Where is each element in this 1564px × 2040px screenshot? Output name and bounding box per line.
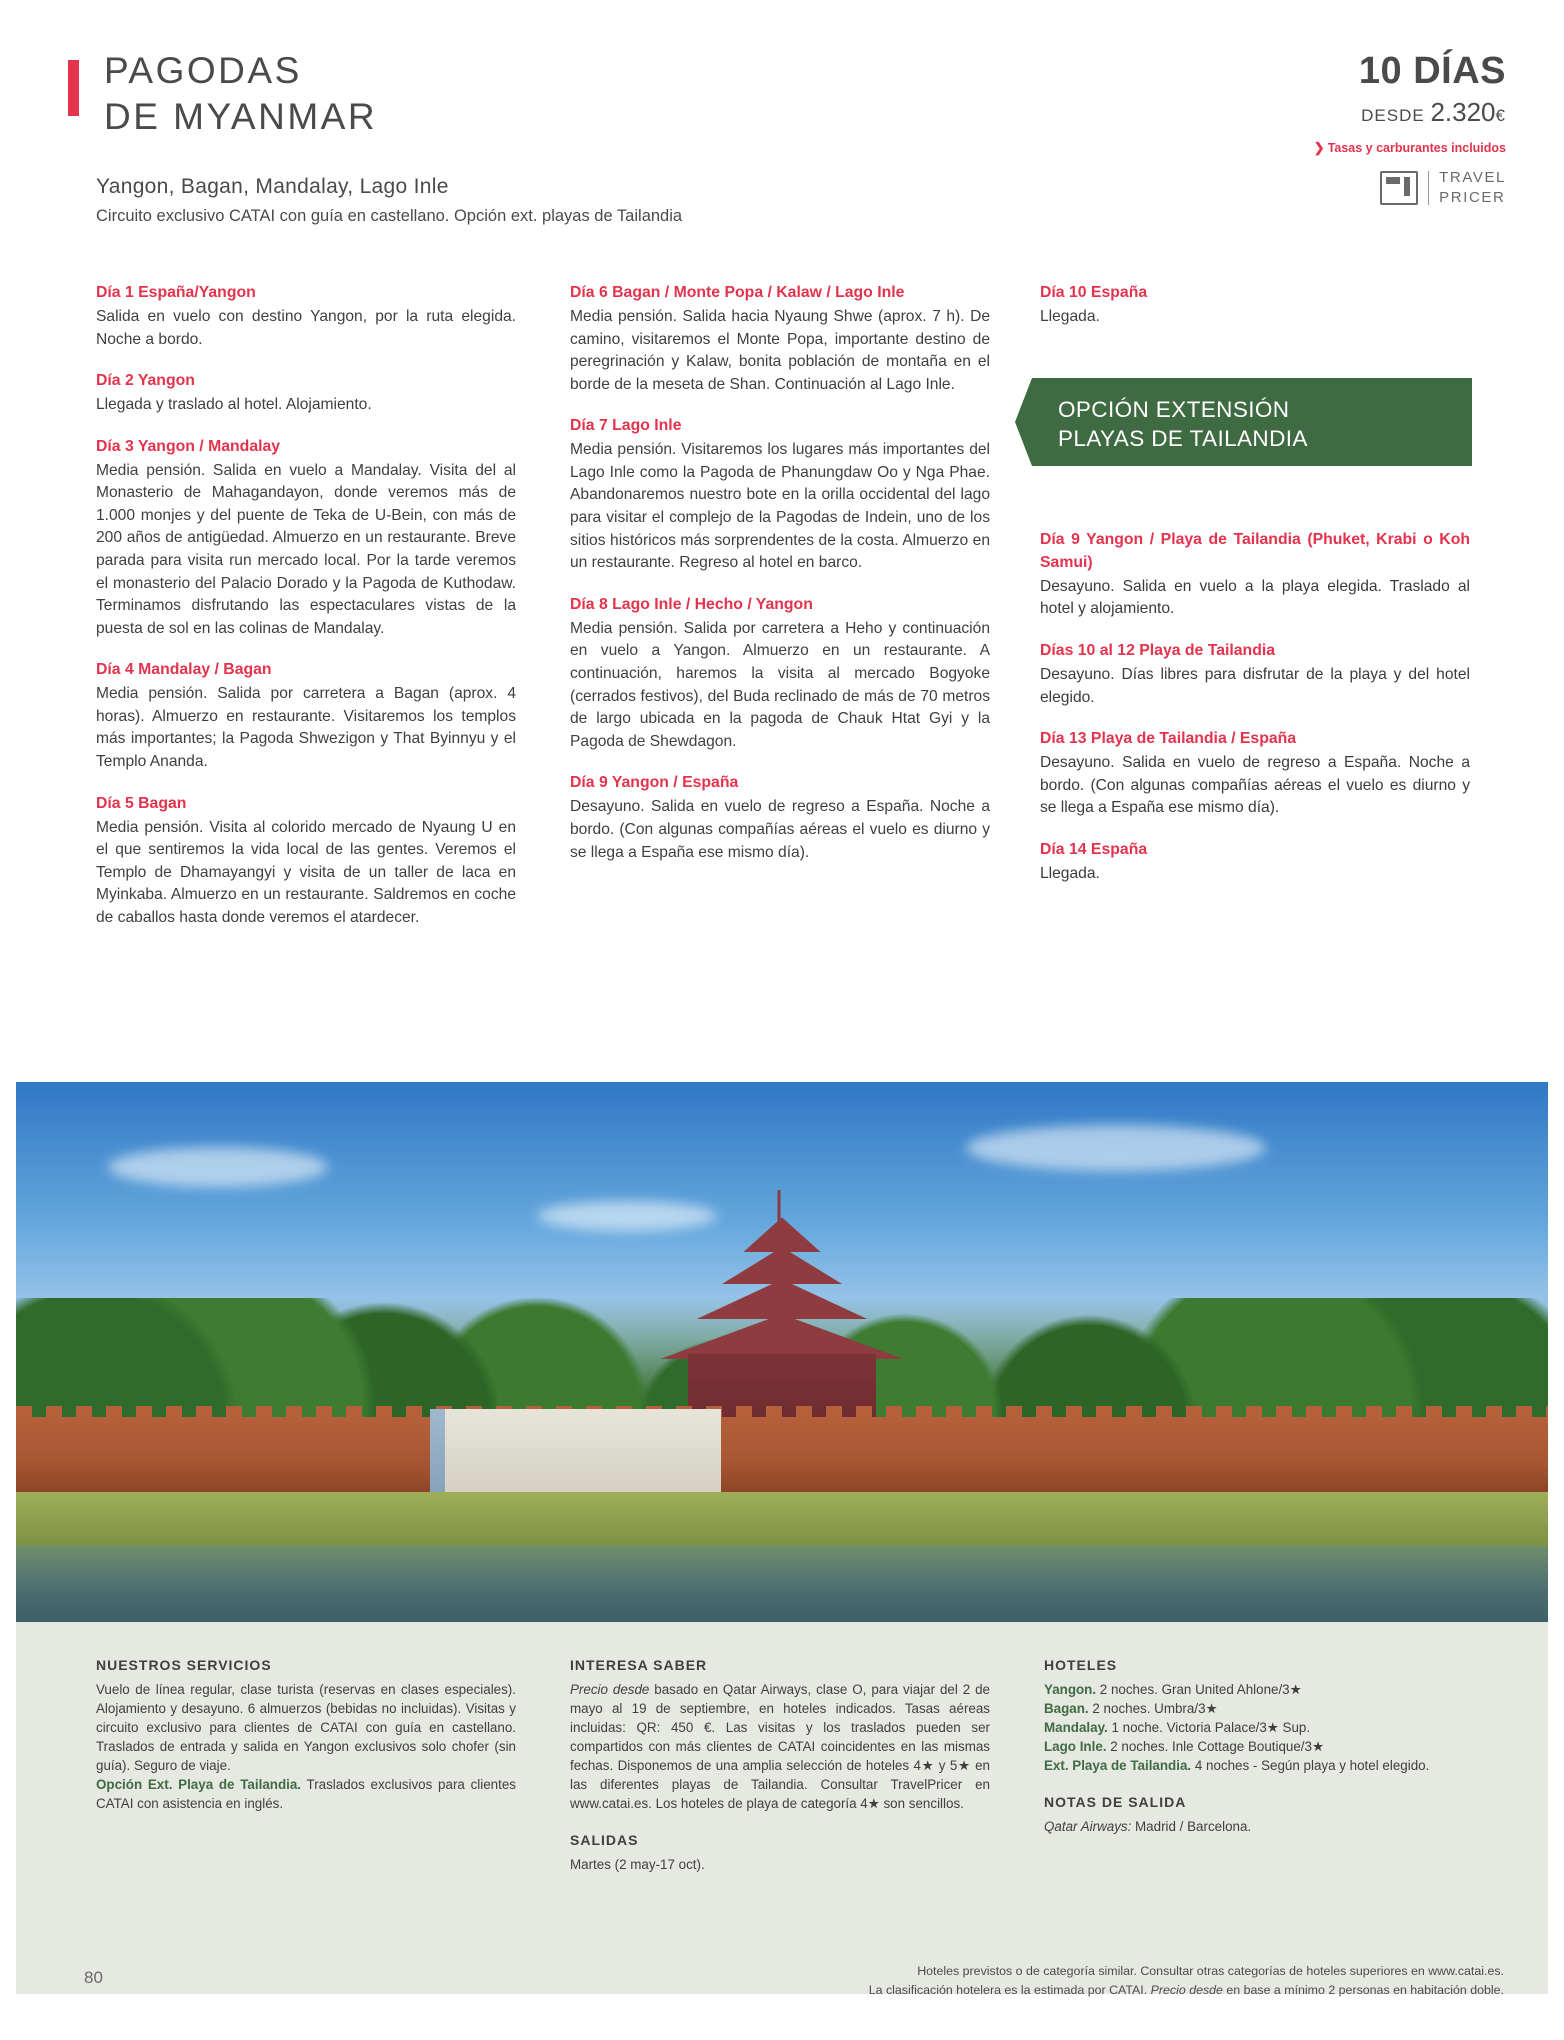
services-body: Vuelo de línea regular, clase turista (reservas en clases especiales). Alojamiento y desayuno. 6 almuerzos (bebidas no incluidas). Visitas y circuito exclusivo para clientes de CATAI con guía en castellano. Traslados de entrada y salida en Yangon exclusivos solo chofer (sin guía). Seguro de viaje. bbox=[96, 1681, 516, 1773]
price-amount: 2.320 bbox=[1430, 97, 1496, 127]
itinerary-column-1 bbox=[96, 282, 516, 930]
salidas-block bbox=[570, 1831, 990, 1874]
hotel-city: Bagan. bbox=[1044, 1700, 1089, 1716]
day-title: Día 9 Yangon / Playa de Tailandia (Phuket, Krabi o Koh Samui) bbox=[1040, 531, 1470, 571]
hotel-city: Mandalay. bbox=[1044, 1719, 1108, 1735]
itinerary-column-3 bbox=[1040, 282, 1470, 329]
extension-banner-line-1: OPCIÓN EXTENSIÓN bbox=[1058, 397, 1290, 422]
day-text: Desayuno. Salida en vuelo de regreso a España. Noche a bordo. (Con algunas compañías aéreas el vuelo es diurno y se llega a España ese mismo día). bbox=[570, 798, 990, 861]
notas-salida-text bbox=[1044, 1817, 1474, 1836]
accent-bar bbox=[68, 60, 79, 116]
day-text: Media pensión. Salida por carretera a Bagan (aprox. 4 horas). Almuerzo en restaurante. Visitaremos los templos más importantes; la Pagoda Shwezigon y That Byinnyu y el Templo Ananda. bbox=[96, 685, 516, 771]
pagoda-spire bbox=[778, 1190, 781, 1222]
legal-line-1: Hoteles previstos o de categoría similar. Consultar otras categorías de hoteles superiores en www.catai.es. bbox=[917, 1964, 1504, 1978]
interesa-saber-column bbox=[570, 1656, 990, 1874]
hotel-detail: 1 noche. Victoria Palace/3★ Sup. bbox=[1107, 1719, 1311, 1735]
services-text bbox=[96, 1680, 516, 1775]
airline-cities: Madrid / Barcelona. bbox=[1131, 1818, 1252, 1834]
day-title: Día 1 España/Yangon bbox=[96, 284, 256, 301]
price-from bbox=[1086, 97, 1506, 128]
hotel-detail: 4 noches - Según playa y hotel elegido. bbox=[1191, 1758, 1430, 1773]
interesa-saber-text bbox=[570, 1680, 990, 1813]
day-text: Media pensión. Visita al colorido mercado de Nyaung U en el que sentiremos la vida local de las gentes. Veremos el Templo de Dhamayangyi y visita de un taller de laca en Myinkaba. Almuerzo en un restaurante. Saldremos en coche de caballos hasta donde veremos el atardecer. bbox=[96, 818, 516, 927]
price-block bbox=[1086, 50, 1506, 207]
legal-line-2 bbox=[744, 1981, 1504, 2000]
hotel-detail: 2 noches. Umbra/3★ bbox=[1088, 1700, 1218, 1716]
extension-banner-text bbox=[1058, 395, 1308, 454]
destination-photo bbox=[16, 1082, 1548, 1622]
hotel-detail: 2 noches. Inle Cottage Boutique/3★ bbox=[1106, 1738, 1324, 1754]
day-title: Día 2 Yangon bbox=[96, 372, 195, 390]
travelpricer-line-2: PRICER bbox=[1439, 188, 1506, 206]
travelpricer-label bbox=[1439, 168, 1506, 207]
day-text: Desayuno. Salida en vuelo de regreso a España. Noche a bordo. (Con algunas compañías aéreas el vuelo es diurno y se llega a España ese mismo día). bbox=[1040, 754, 1470, 817]
route-subtitle: Yangon, Bagan, Mandalay, Lago Inle bbox=[96, 175, 449, 198]
legal-line-2b: Precio desde bbox=[1150, 1982, 1223, 1997]
day-title: Día 8 Lago Inle / Hecho / Yangon bbox=[570, 595, 813, 613]
day-title: Día 13 Playa de Tailandia / España bbox=[1040, 730, 1297, 748]
day-text: Desayuno. Días libres para disfrutar de la playa y del hotel elegido. bbox=[1040, 665, 1470, 706]
pagoda-roof bbox=[697, 1279, 868, 1319]
day-text: Llegada y traslado al hotel. Alojamiento. bbox=[96, 396, 372, 413]
day-title: Día 5 Bagan bbox=[96, 794, 187, 812]
photo-grass bbox=[16, 1492, 1548, 1546]
travelpricer-line-1: TRAVEL bbox=[1439, 169, 1506, 186]
hotel-item bbox=[1044, 1737, 1474, 1756]
itinerary-column-2 bbox=[570, 282, 990, 864]
travelpricer-badge bbox=[1086, 168, 1506, 207]
day-text: Media pensión. Salida en vuelo a Mandalay. Visita del al Monasterio de Mahagandayon, donde veremos más de 1.000 monjes y del puente de Teka de U-Bein, con más de 200 años de antigüedad. Almuerzo en un restaurante. Breve parada para visita run mercado local. Por la tarde veremos el monasterio del Palacio Dorado y la Pagoda de Kuthodaw. Terminamos disfrutando las espectaculares vistas de la puesta de sol en las colinas de Mandalay. bbox=[96, 461, 516, 637]
hotel-item bbox=[1044, 1699, 1474, 1718]
footer-info-block bbox=[16, 1622, 1548, 1994]
legal-line-2a: La clasificación hotelera es la estimada por CATAI. bbox=[868, 1982, 1151, 1997]
services-extension-label: Opción Ext. Playa de Tailandia. bbox=[96, 1777, 302, 1793]
taxes-text: Tasas y carburantes incluidos bbox=[1327, 141, 1506, 155]
photo-cloud bbox=[966, 1125, 1266, 1171]
legal-notice bbox=[744, 1962, 1504, 1999]
legal-line-2c: en base a mínimo 2 personas en habitación doble. bbox=[1222, 1982, 1504, 1997]
day-text: Desayuno. Salida en vuelo a la playa elegida. Traslado al hotel y alojamiento. bbox=[1040, 577, 1470, 618]
hotel-city: Yangon. bbox=[1044, 1681, 1097, 1697]
divider bbox=[1428, 171, 1429, 205]
page-header bbox=[0, 0, 1564, 250]
day-text: Media pensión. Salida por carretera a Heho y continuación en vuelo a Yangon. Almuerzo en un restaurante. A continuación, haremos la visita al mercado Bogyoke (cerrados festivos), del Buda reclinado de más de 70 metros de largo ubicada en la pagoda de Chauk Htat Gyi y la Pagoda de Shewdagon. bbox=[570, 619, 990, 750]
page-title bbox=[104, 48, 377, 141]
photo-moat bbox=[16, 1546, 1548, 1622]
photo-white-wall bbox=[445, 1409, 721, 1495]
taxes-note bbox=[1086, 140, 1506, 156]
price-currency: € bbox=[1495, 106, 1506, 125]
hotel-city: Ext. Playa de Tailandia. bbox=[1044, 1758, 1192, 1773]
hotel-item bbox=[1044, 1680, 1474, 1699]
pagoda-roof bbox=[721, 1247, 842, 1284]
hotel-item bbox=[1044, 1718, 1474, 1737]
day-text: Media pensión. Salida hacia Nyaung Shwe (aprox. 7 h). De camino, visitaremos el Monte Popa, importante destino de peregrinación y Kalaw, bonita población de montaña en el borde de la meseta de Shan. Continuación al Lago Inle. bbox=[570, 307, 990, 393]
title-line-1: PAGODAS bbox=[104, 50, 302, 91]
pagoda-roof bbox=[661, 1314, 904, 1359]
day-title: Días 10 al 12 Playa de Tailandia bbox=[1040, 642, 1276, 659]
photo-fortress-wall bbox=[16, 1417, 1548, 1493]
day-title: Día 9 Yangon / España bbox=[570, 774, 739, 792]
day-title: Día 6 Bagan / Monte Popa / Kalaw / Lago Inle bbox=[570, 284, 905, 301]
day-title: Día 7 Lago Inle bbox=[570, 417, 682, 435]
title-line-2: DE MYANMAR bbox=[104, 96, 378, 138]
day-title: Día 4 Mandalay / Bagan bbox=[96, 661, 272, 679]
pagoda-roof bbox=[743, 1217, 820, 1252]
duration-label: 10 DÍAS bbox=[1358, 50, 1506, 92]
photo-pagoda bbox=[644, 1190, 920, 1438]
banner-arrow bbox=[1015, 378, 1032, 466]
salidas-heading: SALIDAS bbox=[570, 1832, 639, 1849]
extension-banner-line-2: PLAYAS DE TAILANDIA bbox=[1058, 426, 1308, 452]
hotel-city: Lago Inle. bbox=[1044, 1738, 1107, 1754]
chevron-right-icon: ❯ bbox=[1313, 140, 1325, 155]
hotel-detail: 2 noches. Gran United Ahlone/3★ bbox=[1096, 1681, 1302, 1697]
services-column bbox=[96, 1656, 516, 1813]
day-title: Día 14 España bbox=[1040, 840, 1148, 858]
airline-name: Qatar Airways: bbox=[1044, 1818, 1132, 1834]
price-from-label: DESDE bbox=[1361, 106, 1425, 125]
day-title: Día 3 Yangon / Mandalay bbox=[96, 437, 281, 455]
day-text: Media pensión. Visitaremos los lugares más importantes del Lago Inle como la Pagoda de Phanungdaw Oo y Nga Phae. Abandonaremos nuestro bote en la orilla occidental del lago para visitar el complejo de la Pagodas de Indein, uno de los sitios históricos más sorprendentes de la costa. Almuerzo en un restaurante. Regreso al hotel en barco. bbox=[570, 441, 990, 572]
tour-description: Circuito exclusivo CATAI con guía en castellano. Opción ext. playas de Tailandia bbox=[96, 207, 683, 225]
extension-itinerary bbox=[1040, 510, 1470, 885]
precio-desde-italic: Precio desde bbox=[570, 1681, 650, 1697]
interesa-saber-body: basado en Qatar Airways, clase O, para viajar del 2 de mayo al 19 de septiembre, en hoteles indicados. Tasas aéreas incluidas: QR: 450 €. Las visitas y los traslados pueden ser compartidos con más clientes de CATAI coincidentes en las mismas fechas. Disponemos de una amplia selección de hoteles 4★ y 5★ en las diferentes playas de Tailandia. Consultar TravelPricer en www.catai.es. Los hoteles de playa de categoría 4★ son sencillos. bbox=[570, 1681, 990, 1812]
notas-salida-heading: NOTAS DE SALIDA bbox=[1044, 1794, 1187, 1811]
services-extension bbox=[96, 1775, 516, 1813]
notas-salida-block bbox=[1044, 1793, 1474, 1836]
photo-cloud bbox=[108, 1147, 328, 1187]
services-extension-text: Traslados exclusivos para clientes CATAI con asistencia en inglés. bbox=[96, 1777, 516, 1812]
hotel-item bbox=[1044, 1756, 1474, 1775]
page-number: 80 bbox=[84, 1968, 103, 1987]
interesa-saber-heading: INTERESA SABER bbox=[570, 1657, 708, 1673]
hoteles-heading: HOTELES bbox=[1044, 1657, 1118, 1673]
salidas-text: Martes (2 may-17 oct). bbox=[570, 1856, 705, 1872]
extension-banner bbox=[1032, 378, 1472, 466]
day-text: Llegada. bbox=[1040, 307, 1100, 325]
calculator-icon bbox=[1380, 171, 1418, 205]
hoteles-column bbox=[1044, 1656, 1474, 1836]
day-title: Día 10 España bbox=[1040, 284, 1148, 301]
day-text: Llegada. bbox=[1040, 864, 1100, 882]
services-heading: NUESTROS SERVICIOS bbox=[96, 1657, 272, 1673]
day-text: Salida en vuelo con destino Yangon, por la ruta elegida. Noche a bordo. bbox=[96, 307, 516, 348]
